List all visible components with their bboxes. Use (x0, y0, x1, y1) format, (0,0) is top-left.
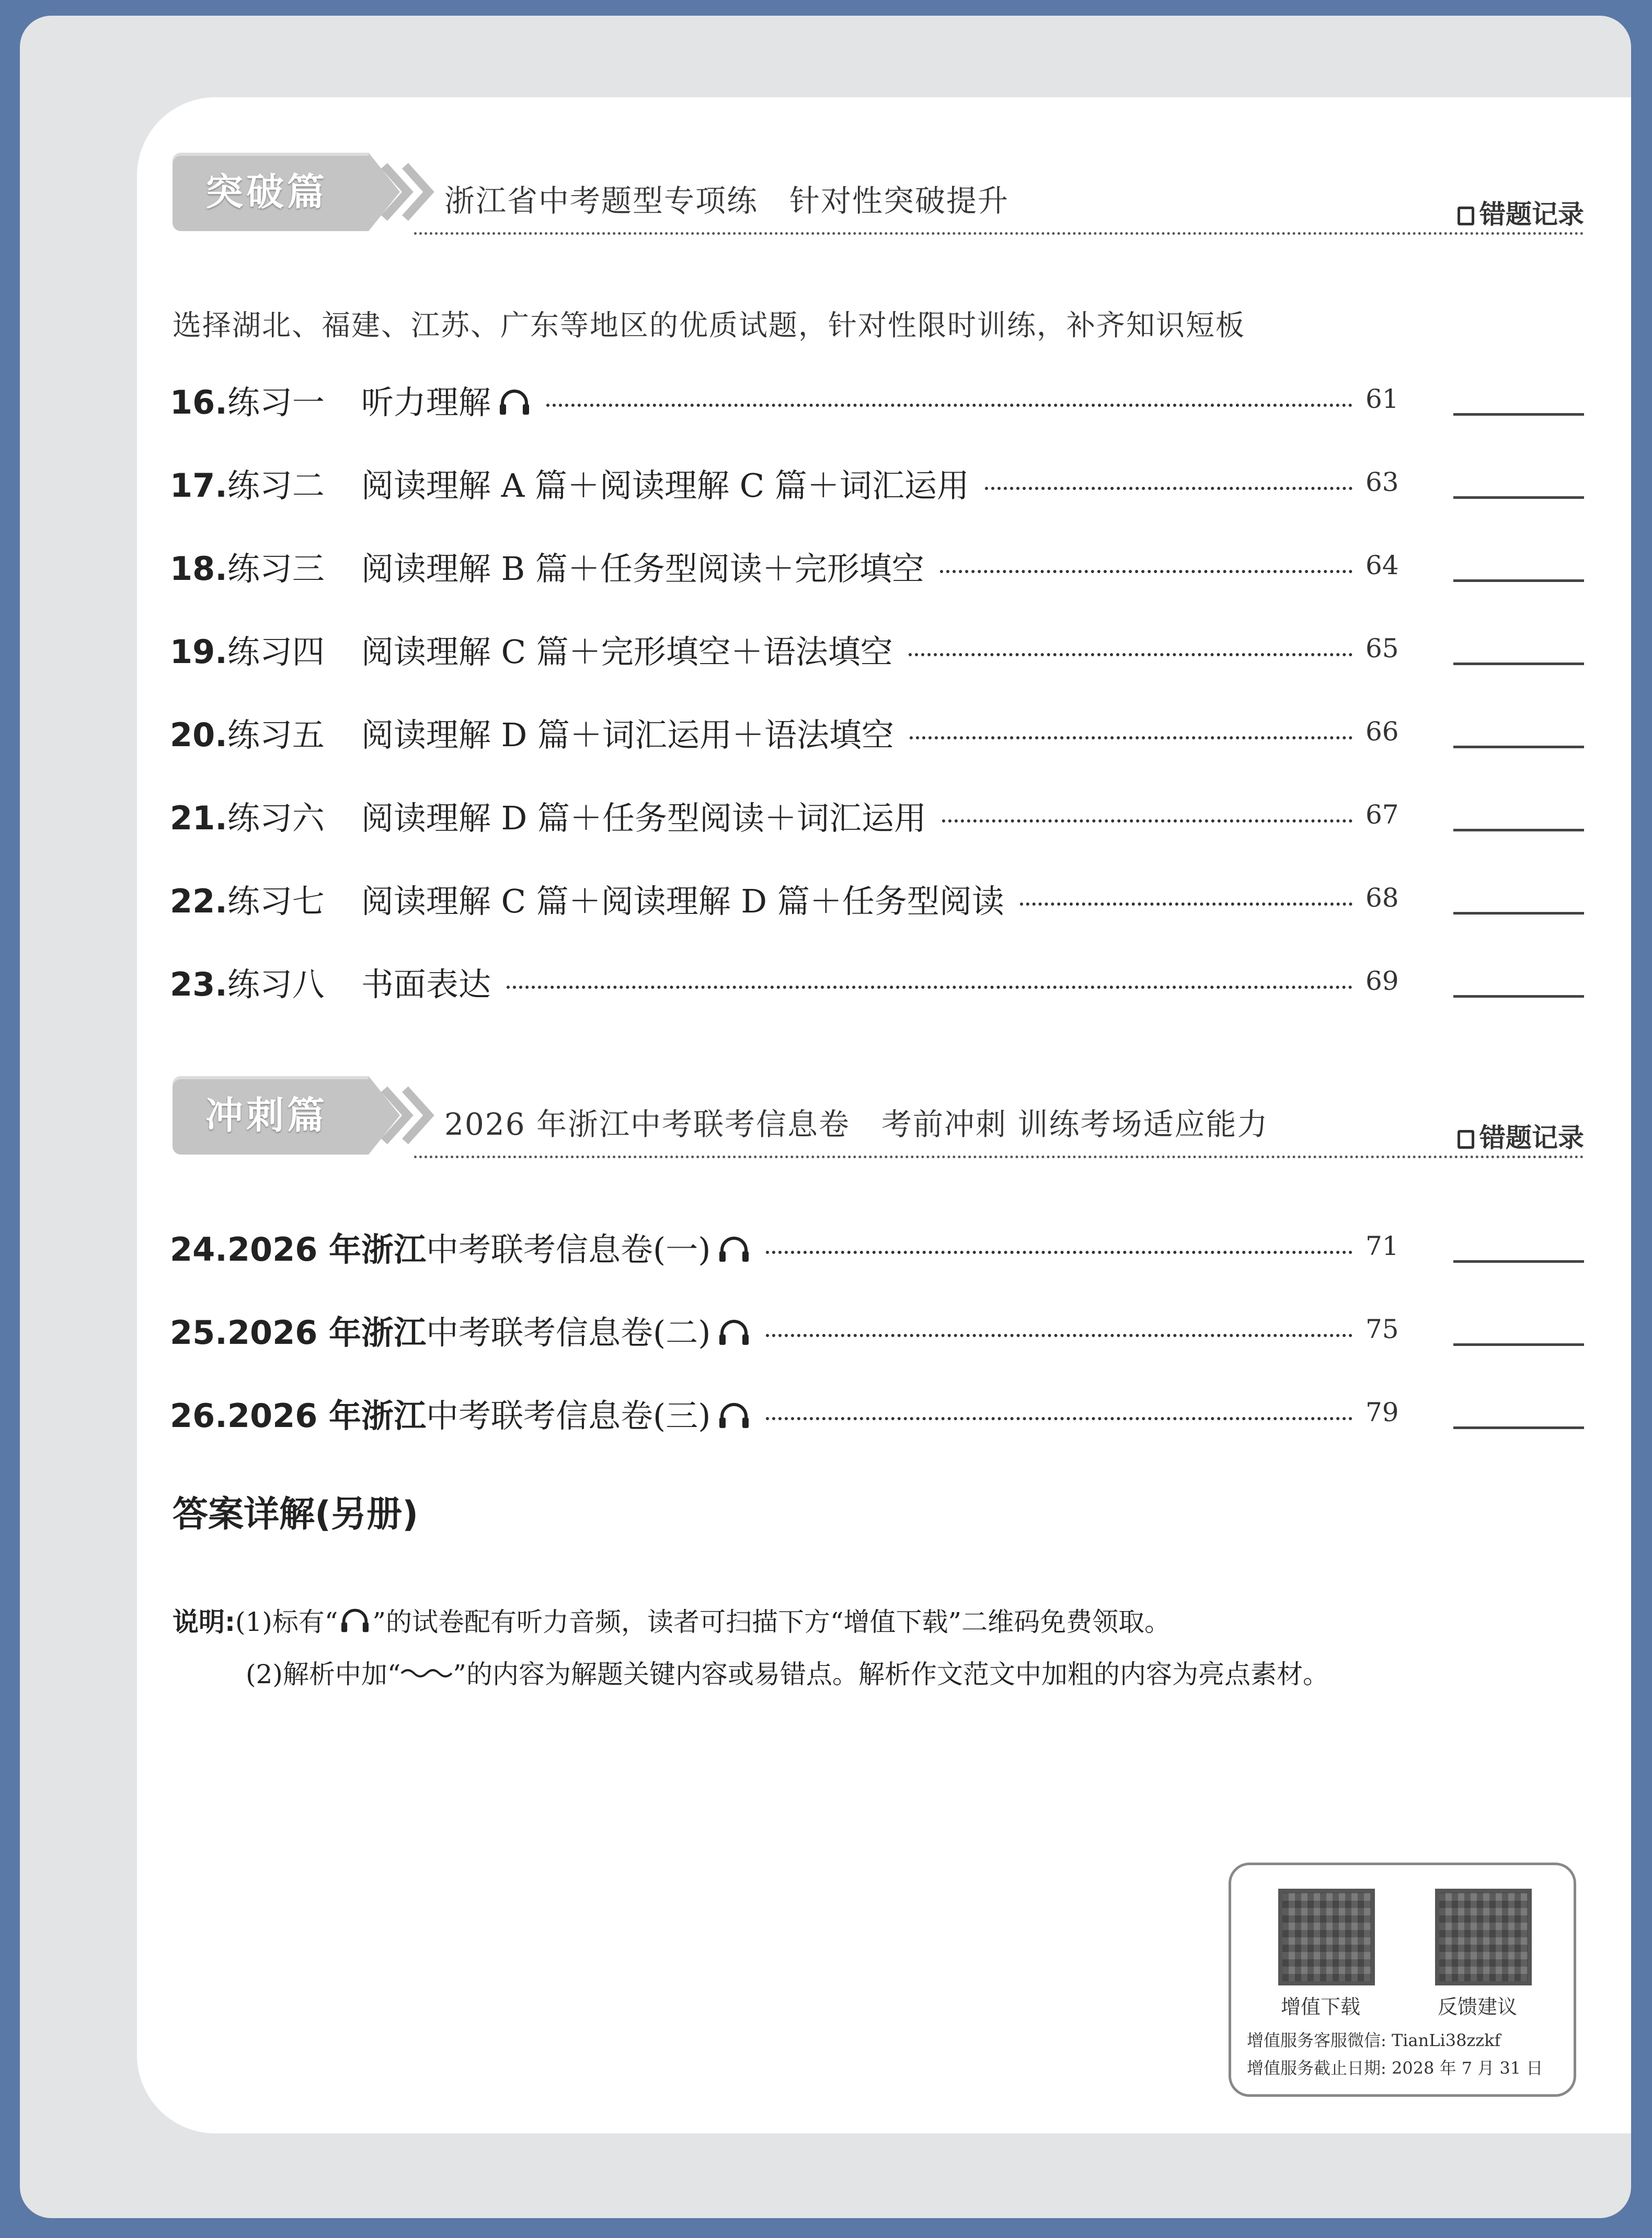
toc-entry-title: 20.练习五 阅读理解 D 篇＋词汇运用＋语法填空 (170, 716, 894, 754)
toc-entry-title: 22.练习七 阅读理解 C 篇＋阅读理解 D 篇＋任务型阅读 (170, 882, 1004, 920)
record-blank (1453, 579, 1584, 582)
toc-entry-title: 18.练习三 阅读理解 B 篇＋任务型阅读＋完形填空 (170, 550, 924, 588)
toc-page-number: 67 (1366, 800, 1399, 830)
record-blank (1453, 496, 1584, 499)
toc-page-number: 75 (1366, 1314, 1399, 1344)
record-blank (1453, 1260, 1584, 1263)
chevron-icon (379, 153, 437, 231)
qr-panel (1229, 1863, 1576, 2097)
section-subtitle: 选择湖北、福建、江苏、广东等地区的优质试题，针对性限时训练，补齐知识短板 (173, 309, 1246, 342)
leader-dots (940, 570, 1352, 573)
error-record-label: 错题记录 (1458, 193, 1584, 231)
toc-page-number: 63 (1366, 467, 1399, 497)
headphones-icon (718, 1235, 750, 1264)
toc-entry-title: 16.练习一 听力理解 (170, 376, 531, 423)
headphones-icon (718, 1401, 750, 1430)
record-blank (1453, 746, 1584, 748)
headphones-icon (340, 1607, 370, 1634)
toc-entry[interactable] (170, 1303, 1587, 1360)
headphones-icon (498, 387, 531, 417)
qr-label-download: 增值下载 (1281, 1995, 1361, 2018)
toc-page-number: 79 (1366, 1397, 1399, 1428)
section-header-sprint (173, 1076, 1584, 1168)
error-record-label: 错题记录 (1458, 1117, 1584, 1155)
record-blank (1453, 1426, 1584, 1429)
toc-page-number: 68 (1366, 883, 1399, 913)
section-desc: 2026 年浙江中考联考信息卷 考前冲刺 训练考场适应能力 (444, 1106, 1269, 1142)
record-blank (1453, 912, 1584, 915)
section-title: 突破篇 (205, 170, 328, 214)
toc-entry-title: 21.练习六 阅读理解 D 篇＋任务型阅读＋词汇运用 (170, 799, 926, 837)
notebook-icon (1458, 1130, 1474, 1149)
answer-note: 答案详解(另册) (173, 1494, 419, 1535)
leader-dots (766, 1334, 1352, 1337)
section-title: 冲刺篇 (205, 1093, 328, 1137)
section-desc: 浙江省中考题型专项练 针对性突破提升 (444, 183, 1009, 219)
toc-entry-title: 26.2026 年浙江中考联考信息卷(三) (170, 1390, 750, 1436)
leader-dots (910, 736, 1352, 739)
toc-page-number: 61 (1366, 384, 1399, 414)
toc-page-number: 64 (1366, 550, 1399, 580)
notebook-icon (1458, 207, 1474, 225)
leader-dots (909, 653, 1352, 656)
toc-entry-title: 25.2026 年浙江中考联考信息卷(二) (170, 1307, 750, 1353)
leader-dots (507, 986, 1352, 989)
record-blank (1453, 829, 1584, 831)
toc-page-number: 66 (1366, 716, 1399, 747)
toc-entry[interactable] (170, 455, 1587, 513)
toc-entry[interactable] (170, 705, 1587, 762)
leader-dots (546, 404, 1352, 407)
toc-page-number: 65 (1366, 633, 1399, 664)
service-wechat: 增值服务客服微信: TianLi38zzkf (1247, 2030, 1501, 2050)
toc-entry[interactable] (170, 622, 1587, 679)
record-blank (1453, 663, 1584, 665)
toc-entry[interactable] (170, 372, 1587, 430)
leader-dots (766, 1251, 1352, 1254)
toc-entry-title: 19.练习四 阅读理解 C 篇＋完形填空＋语法填空 (170, 633, 893, 671)
toc-entry[interactable] (170, 788, 1587, 846)
note-2: (2)解析中加“ ”的内容为解题关键内容或易错点。解析作文范文中加粗的内容为亮点素材。 (246, 1659, 1329, 1689)
note-1: 说明:(1)标有“ ”的试卷配有听力音频，读者可扫描下方“增值下载”二维码免费领取。 (173, 1607, 1171, 1637)
toc-entry-title: 23.练习八 书面表达 (170, 965, 491, 1003)
record-blank (1453, 995, 1584, 998)
toc-entry[interactable] (170, 954, 1587, 1012)
leader-dots (985, 487, 1352, 490)
qr-label-feedback: 反馈建议 (1438, 1995, 1518, 2018)
leader-dots (1020, 903, 1352, 906)
qr-code-feedback[interactable] (1435, 1889, 1532, 1985)
section-header-breakthrough (173, 153, 1584, 244)
leader-dots (766, 1417, 1352, 1420)
toc-entry[interactable] (170, 1219, 1587, 1277)
record-blank (1453, 413, 1584, 416)
divider (414, 232, 1584, 235)
toc-entry[interactable] (170, 871, 1587, 929)
toc-entry-title: 24.2026 年浙江中考联考信息卷(一) (170, 1224, 750, 1270)
qr-code-download[interactable] (1278, 1889, 1375, 1985)
headphones-icon (718, 1318, 750, 1347)
leader-dots (942, 819, 1352, 823)
service-deadline: 增值服务截止日期: 2028 年 7 月 31 日 (1247, 2058, 1543, 2078)
toc-page-number: 69 (1366, 966, 1399, 996)
chevron-icon (379, 1076, 437, 1155)
wavy-underline-icon (400, 1665, 453, 1681)
toc-page-number: 71 (1366, 1231, 1399, 1261)
toc-entry[interactable] (170, 539, 1587, 596)
record-blank (1453, 1343, 1584, 1346)
toc-entry-title: 17.练习二 阅读理解 A 篇＋阅读理解 C 篇＋词汇运用 (170, 466, 969, 505)
divider (414, 1156, 1584, 1158)
toc-entry[interactable] (170, 1386, 1587, 1443)
